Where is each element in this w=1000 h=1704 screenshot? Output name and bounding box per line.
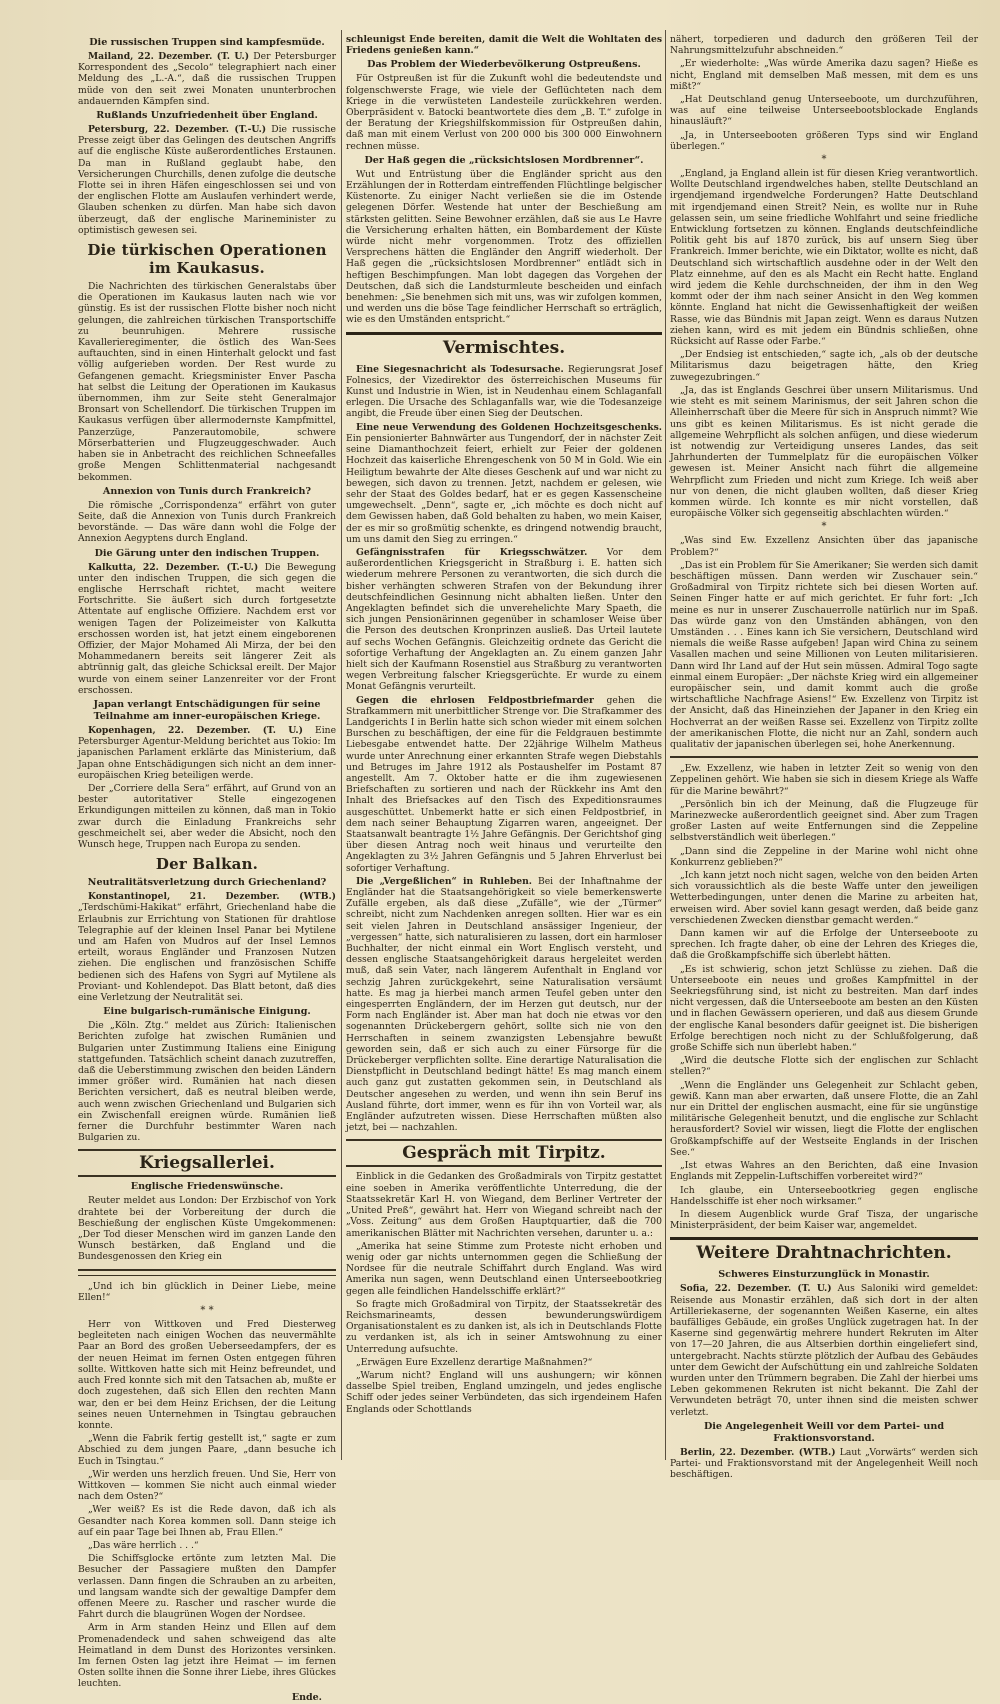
article-paragraph: Die Nachrichten des türkischen Generalstabs über die Operationen im Kaukasus lauten nach wie vor günstig. Es ist der russischen Flotte bisher noch nicht gelungen, die zahlreichen türkischen Transportschiffe zu beunruhigen. Mehrere russische Kavallerieregimenter, die östlich des Wan-Sees auftauchten, sind in einen Hinterhalt gelockt und fast völlig aufgerieben worden. Der Rest wurde zu Gefangenen gemacht. Kriegsminister Enver Pascha hat selbst die Leitung der Operationen im Kaukasus übernommen, ihm zur Seite steht Generalmajor Bronsart von Schellendorf. Die türkischen Truppen im Kaukasus verfügen über allermodernste Kampfmittel, Panzerzüge, Panzerautomobile, schwere Mörserbatterien und Flugzeuggeschwader. Auch haben sie in Anbetracht des reichlichen Schneefalles große Mengen Schlittenmaterial nachgesandt bekommen. [78,281,336,483]
article-paragraph: „Ew. Exzellenz, wie haben in letzter Zeit so wenig von den Zeppelinen gehört. Wie haben sie sich in diesem Kriege als Waffe für die Marine bewährt?“ [670,763,978,797]
headline: Die Angelegenheit Weill vor dem Partei- und Fraktionsvorstand. [703,1420,945,1444]
article-paragraph: Petersburg, 22. Dezember. (T.-U.) Die russische Presse zeigt über das Gelingen des deutschen Angriffs auf die englische Küste außerordentliches Erstaunen. Da man in Rußland geglaubt habe, den Versicherungen Churchills, denen zufolge die deutsche Flotte sei in ihren Häfen eingeschlossen sei und von der englischen Flotte am Auslaufen verhindert werde, Glauben schenken zu dürfen. Man habe sich davon überzeugt, daß der englische Marineminister zu optimistisch gewesen sei. [78,124,336,236]
article-paragraph: „Wird die deutsche Flotte sich der englischen zur Schlacht stellen?“ [670,1055,978,1078]
article-lead: Die „Vergeßlichen“ in Ruhleben. [356,875,532,887]
article-paragraph: „Ja, das ist Englands Geschrei über unsern Militarismus. Und wie steht es mit seinem Marinismus, der seit Jahren schon die Alleinherrschaft über die Meere für sich in Anspruch nimmt? Wie uns gibt es keinen Militarismus. Es ist nicht gerade die allgemeine Wehrpflicht als solchen anfügen, und diese wiederum ist notwendig zur Verteidigung unseres Landes, das seit Jahrhunderten der Tummelplatz für die europäischen Völker gewesen ist. Meiner Ansicht nach führt die allgemeine Wehrpflicht zum Frieden und nicht zum Kriege. Ich weiß aber nur von denen, die nicht glauben wollten, daß dieser Krieg kommen würde. Ich konnte es mir nicht vorstellen, daß europäische Völker sich gegenseitig abschlachten würden.“ [670,384,978,520]
article-paragraph: Eine Siegesnachricht als Todesursache. Regierungsrat Josef Folnesics, der Vizedirektor des österreichischen Museums für Kunst und Industrie in Wien, ist in Neudenhau einem Schlaganfall erlegen. Die Ursache des Schlaganfalls war, wie die Todesanzeige angibt, die Freude über einen Sieg der Deutschen. [346,363,663,420]
dateline: Petersburg, 22. Dezember. (T.-U.) [88,124,267,136]
dateline: Mailand, 22. Dezember. (T. U.) [88,51,250,62]
article-paragraph: „Wenn die Engländer uns Gelegenheit zur Schlacht geben, gewiß. Kann man aber erwarten, daß unsere Flotte, die an Zahl nur ein Drittel der englischen ausmacht, eine für sie ungünstige militärische Gelegenheit benutzt, und die englische zur Schlacht herausfordert? Soviel wir wissen, liegt die Flotte der englischen Großkampfschiffe auf der Westseite Englands in der Irischen See.“ [670,1079,978,1158]
headline: Japan verlangt Entschädigungen für seine Teilnahme am inner-europäischen Kriege. [93,698,321,722]
section-headline: Kriegsallerlei. [78,1149,336,1177]
article-paragraph: Sofia, 22. Dezember. (T. U.) Aus Saloniki wird gemeldet: Reisende aus Monastir erzählen, daß sich dort in der alten Artilleriekaserne, der sogenannten Weißen Kaserne, ein altes baufälliges Gebäude, ein großes Unglück zugetragen hat. In der Kaserne sind gegenwärtig mehrere hundert Rekruten im Alter von 17—20 Jahren, die aus Altserbien dorthin eingeliefert sind, untergebracht. Nachts stürzte plötzlich der Aufbau des Gebäudes unter dem Gewicht der Aufschüttung ein und zahlreiche Soldaten wurden unter den Trümmern begraben. Die Zahl der hierbei ums Leben gekommenen Rekruten ist nicht bekannt. Die Zahl der Verwundeten beträgt 70, unter ihnen sind die meisten schwer verletzt. [670,1283,979,1418]
column-rule [341,30,342,1460]
section-headline: Der Balkan. [155,855,259,874]
story-paragraph: „Wir werden uns herzlich freuen. Und Sie, Herr von Wittkoven — kommen Sie nicht auch einmal wieder nach dem Osten?“ [78,1468,336,1503]
article-paragraph: So fragte mich Großadmiral von Tirpitz, der Staatssekretär des Reichsmarineamts, dessen bewunderungswürdigem Organisationstalent es zu danken ist, als ich in Deutschlands Flotte zu verdanken ist, als ich in seiner Amtswohnung zu einer Unterredung aufsuchte. [346,1298,662,1355]
dateline: Sofia, 22. Dezember. (T. U.) [680,1283,832,1295]
headline: Annexion von Tunis durch Frankreich? [102,485,312,497]
column-middle [346,34,662,1462]
article-paragraph: Die „Vergeßlichen“ in Ruhleben. Bei der Inhaftnahme der Engländer hat die Staatsangehörigkeit so viele bemerkenswerte Zufälle ergeben, als daß diese „Zufälle“, wie der „Türmer“ schreibt, nicht zum Nachdenken anregen sollten. Hier war es ein seit vielen Jahren in Deutschland ansässiger Ingenieur, der „vergessen“ hatte, sich naturalisieren zu lassen, dort ein harmloser Buchhalter, der nicht einmal ein Wort Englisch versteht, und dessen englische Staatsangehörigkeit daraus hergeleitet werden muß, daß sein Vater, nach längerem Aufenthalt in England vor sechzig Jahren zurückgekehrt, seine Naturalisation versäumt hatte. Es mag ja hierbei manch armen Teufel geben unter den eingesperrten Engländern, der im Herzen gut deutsch, nur der Form nach Engländer ist. Aber man hat doch nie etwas vor den sogenannten Drückebergern gehört, sollte sich nie von den Herrschaften in seinem zwanzigsten Lebensjahre bewußt geworden sein, daß er sich auch zu einer Fürsorge für die Drückeberger verpflichten sollte. Eine derartige Naturalisation die Dienstpflicht in Deutschland bedingt hätte! Es mag manch einem auch ganz gut zustatten gekommen sein, in Deutschland als Deutscher angesehen zu werden, und wenn ihn sein Beruf ins Ausland führte, dort immer, wenn es für ihn von Vorteil war, als Engländer aufzutreten wissen. Diese Herrschaften müßten also jetzt, bei — nachzahlen. [346,875,663,1134]
article-paragraph: „Ist etwas Wahres an den Berichten, daß eine Invasion Englands mit Zeppelin-Luftschiffen vorbereitet wird?“ [670,1160,978,1183]
article-paragraph: „England, ja England allein ist für diesen Krieg verantwortlich. Wollte Deutschland irgendwelches haben, stellte Deutschland an irgendjemand irgendwelche Forderungen? Hatte Deutschland mit irgendjemand einen Streit? Nein, es wollte nur in Ruhe gelassen sein, um seine friedliche Wohlfahrt und seine friedliche Entwicklung fortsetzen zu können. Englands deutschfeindliche Politik geht bis auf 1870 zurück, bis auf unsern Sieg über Frankreich. Immer berichte, wie ein Diktator, wollte es nicht, daß Deutschland sich wirtschaftlich ausdehne oder in der Welt den Platz einnehme, auf den es als Macht ein Recht hatte. England wird jedem die Kehle durchschneiden, der ihm in den Weg kommt oder der ihm nach seiner Ansicht in den Weg kommen könnte. England hat nicht die Gewissenhaftigkeit der weißen Rasse, wie das Bündnis mit Japan zeigt. Wenn es daraus Nutzen ziehen kann, wird es mit jedem ein Bündnis schließen, ohne Rücksicht auf Rasse oder Farbe.“ [670,168,978,348]
article-paragraph: Einblick in die Gedanken des Großadmirals von Tirpitz gestattet eine soeben in Amerika veröffentlichte Unterredung, die der Staatssekretär Karl H. von Wiegand, dem Berliner Vertreter der „United Preß“, gewährt hat. Herr von Wiegand schreibt nach der „Voss. Zeitung“ aus dem Großen Hauptquartier, daß die 700 amerikanischen Blätter mit Nachrichten versehen, darunter u. a.: [346,1171,662,1239]
article-paragraph: Reuter meldet aus London: Der Erzbischof von York drahtete bei der Vorbereitung der durch die Beschießung der englischen Küste Umgekommenen: „Der Tod dieser Menschen wird im ganzen Lande den Wunsch bestärken, daß England und die Bundesgenossen den Krieg ein [78,1195,336,1263]
headline: Die Gärung unter den indischen Truppen. [94,547,320,559]
article-paragraph: In diesem Augenblick wurde Graf Tisza, der ungarische Ministerpräsident, der beim Kaiser war, angemeldet. [670,1208,978,1232]
article-paragraph: Die römische „Corrispondenza“ erfährt von guter Seite, daß die Annexion von Tunis durch Frankreich bevorstände. — Das wäre dann wohl die Folge der Annexion Aegyptens durch England. [78,499,336,545]
feuilleton-divider [78,1269,336,1276]
headline: Rußlands Unzufriedenheit über England. [96,110,318,122]
article-paragraph: „Der Endsieg ist entschieden,“ sagte ich, „als ob der deutsche Militarismus dazu beigetragen hätte, den Krieg zuwegezubringen.“ [670,349,978,383]
headline: Eine bulgarisch-rumänische Einigung. [103,1006,311,1018]
story-paragraph: „Und ich bin glücklich in Deiner Liebe, meine Ellen!“ [78,1280,336,1303]
article-paragraph: Eine neue Verwendung des Goldenen Hochzeitsgeschenks. Ein pensionierter Bahnwärter aus Tungendorf, der in nächster Zeit seine Diamanthochzeit feiert, erhielt zur Feier der goldenen Hochzeit das kaiserliche Ehrengeschenk von 50 M in Gold. Wie ein Heiligtum bewahrte der Alte dieses Geschenk auf und war nicht zu bewegen, sich davon zu trennen. Jetzt, nachdem er gelesen, wie sehr der Staat des Goldes bedarf, hat er es gegen Kassenscheine umgewechselt. „Denn“, sagte er, „ich möchte es doch nicht auf dem Gewissen haben, daß Gold behalten zu haben, wo mein Kaiser, der es mir so großmütig schenkte, es dringend notwendig braucht, um uns damit den Sieg zu erringen.“ [346,421,662,545]
article-lead: Gegen die ehrlosen Feldpostbriefmarder [356,694,594,706]
story-paragraph: Herr von Wittkoven und Fred Diesterweg begleiteten nach einigen Wochen das neuvermählte Paar an Bord des großen Ueberseedampfers, der es der neuen Heimat im fernen Osten entgegen führen sollte. Wittkoven hatte sich mit Heinz befreundet, und auch Fred konnte sich mit den Tatsachen ab, mußte er doch zugestehen, daß sich Ellen den rechten Mann war, den er bei dem Heinz Erichsen, der die Leitung seines neuen Unternehmen in Tsingtau gebrauchen konnte. [78,1319,336,1431]
headline: Neutralitätsverletzung durch Griechenland? [87,877,327,889]
article-paragraph: „Es ist schwierig, schon jetzt Schlüsse zu ziehen. Daß die Unterseeboote ein neues und großes Kampfmittel in der Seekriegsführung sind, ist nicht zu bestreiten. Man darf indes nicht vergessen, daß die Unterseeboote am besten an den Küsten und in flachen Gewässern operieren, und daß aus diesem Grunde der englische Kanal besonders dafür geeignet ist. Die bisherigen Erfolge berechtigen noch nicht zu der Schlußfolgerung, daß große Schiffe sich nun überlebt haben.“ [670,963,978,1054]
article-paragraph: „Was sind Ew. Exzellenz Ansichten über das japanische Problem?“ [670,535,978,558]
article-paragraph: Kalkutta, 22. Dezember. (T.-U.) Die Bewegung unter den indischen Truppen, die sich gegen die englische Herrschaft richtet, macht weitere Fortschritte. Sie äußert sich durch fortgesetzte Attentate auf englische Offiziere. Nachdem erst vor wenigen Tagen der Polizeimeister von Kalkutta erschossen worden ist, hat jetzt einem eingeborenen Offizier, der Major Mohamed Ali Mirza, der bei den Mohammedanern bereits seit längerer Zeit als abtrünnig galt, das gleiche Schicksal ereilt. Der Major wurde von einem seiner Lanzenreiter vor der Front erschossen. [78,561,337,696]
headline: Der Haß gegen die „rücksichtslosen Mordbrenner“. [364,154,644,166]
article-paragraph: Dann kamen wir auf die Erfolge der Unterseeboote zu sprechen. Ich fragte daher, ob eine der Lehren des Krieges die, daß die Großkampfschiffe sich überlebt hätten. [670,928,978,962]
headline: Schweres Einsturzunglück in Monastir. [718,1269,930,1281]
section-headline: Gespräch mit Tirpitz. [346,1139,662,1167]
article-paragraph: Berlin, 22. Dezember. (WTB.) Laut „Vorwärts“ werden sich Partei- und Fraktionsvorstand mit der Angelegenheit Weill noch beschäftigen. [670,1446,979,1481]
story-paragraph: Arm in Arm standen Heinz und Ellen auf dem Promenadendeck und sahen schweigend das alte Heimatland in dem Dunst des Horizontes versinken. Im fernen Osten lag jetzt ihre Heimat — im fernen Osten sollte ihnen die Sonne ihrer Liebe, ihres Glückes leuchten. [78,1622,336,1690]
story-paragraph: „Wenn die Fabrik fertig gestellt ist,“ sagte er zum Abschied zu dem jungen Paare, „dann besuche ich Euch in Tsingtau.“ [78,1433,336,1467]
article-paragraph: Die „Köln. Ztg.“ meldet aus Zürich: Italienischen Berichten zufolge hat zwischen Rumänien und Bulgarien unter Zustimmung Italiens eine Einigung stattgefunden. Tatsächlich scheint danach zuzutreffen, daß die Ueberstimmung zwischen den beiden Ländern immer größer wird. Rumänien hat nach diesen Berichten versichert, daß es neutral bleiben werde, auch wenn zwischen Griechenland und Bulgarien sich ein Zwischenfall ereignen würde. Rumänien ließ ferner die Durchfuhr bestimmter Waren nach Bulgarien zu. [78,1020,336,1144]
story-paragraph: „Wer weiß? Es ist die Rede davon, daß ich als Gesandter nach Korea kommen soll. Dann steige ich auf ein paar Tage bei Ihnen ab, Frau Ellen.“ [78,1504,336,1538]
column-left [78,34,337,1703]
story-paragraph: „Das wäre herrlich . . .“ [88,1539,199,1551]
story-paragraph: Die Schiffsglocke ertönte zum letzten Mal. Die Besucher der Passagiere mußten den Dampfer verlassen. Dann fingen die Schrauben an zu arbeiten, und langsam wandte sich der gewaltige Dampfer dem offenen Meere zu. Rascher und rascher wurde die Fahrt durch die blaugrünen Wogen der Nordsee. [78,1553,336,1621]
article-paragraph: „Persönlich bin ich der Meinung, daß die Flugzeuge für Marinezwecke außerordentlich geeignet sind. Aber zum Tragen großer Lasten auf weite Entfernungen sind die Zeppeline selbstverständlich weit überlegen.“ [670,798,978,844]
section-asterisk: * [821,521,827,533]
article-lead: Eine Siegesnachricht als Todesursache. [356,363,564,375]
article-paragraph: Konstantinopel, 21. Dezember. (WTB.) „Terdschümi-Hakikat“ erfährt, Griechenland habe die Erlaubnis zur Errichtung von Stationen für drahtlose Telegraphie auf der kleinen Insel Panar bei Mytilene und am Hafen von Mudros auf der Insel Lemnos erteilt, woraus Engländer und Franzosen Nutzen ziehen. Die englischen und französischen Schiffe bedienen sich des Hafens von Sygri auf Mytilene als Proviant- und Kohlendepot. Das Blatt betont, daß dies eine Verletzung der Neutralität sei. [78,891,336,1004]
article-paragraph: Gegen die ehrlosen Feldpostbriefmarder gehen die Strafkammern mit unerbittlicher Strenge vor. Die Strafkammer des Landgerichts I in Berlin hatte sich schon wieder mit einem solchen Burschen zu beschäftigen, der eine für die Feldgrauen bestimmte Liebesgabe entwendet hatte. Der 22jährige Wilhelm Matheus wurde unter Anrechnung einer erkannten Strafe wegen Diebstahls und Betruges im Jahre 1912 als Postaushelfer im Postamt 87 angestellt. Am 7. Oktober hatte er die ihm zugewiesenen Briefschaften zu sortieren und nach der Rückkehr ins Amt den Inhalt des Briefsackes auf den Tisch des Expeditionsraumes ausgeschüttet. Unbemerkt hatte er sich einen Feldpostbrief, in dem nach seiner Behauptung Zigarren waren, angeeignet. Der Staatsanwalt beantragte 1½ Jahre Gefängnis. Der Gerichtshof ging über diesen Antrag noch weit hinaus und verurteilte den Angeklagten zu 3½ Jahren Gefängnis und 5 Jahren Ehrverlust bei sofortiger Verhaftung. [346,694,663,874]
dateline: Konstantinopel, 21. Dezember. (WTB.) [88,891,336,903]
article-paragraph: „Warum nicht? England will uns aushungern; wir können dasselbe Spiel treiben, England umzingeln, und jedes englische Schiff oder jedes seiner Verbündeten, das sich irgendeinem Hafen Englands oder Schottlands [346,1369,662,1415]
article-paragraph: Ich glaube, ein Unterseebootkrieg gegen englische Handelsschiffe ist eher noch wirksamer.“ [670,1184,978,1207]
article-paragraph: schleunigst Ende bereiten, damit die Welt die Wohltaten des Friedens genießen kann.“ [346,34,662,57]
column-rule [665,30,666,1460]
article-paragraph: Wut und Entrüstung über die Engländer spricht aus den Erzählungen der in Rotterdam eintreffenden Flüchtlinge belgischer Küstenorte. Zu einiger Nacht verließen sie die im Ostende gelegenen Dörfer. Westende hat unter der Beschießung am stärksten gelitten. Seine Bewohner erzählen, daß sie aus Le Havre die Versicherung erhalten hätten, ein Bombardement der Küste würde nicht mehr vorgenommen. Trotz des offiziellen Versprechens hätten die Engländer den Angriff wiederholt. Der Haß gegen die „rücksichtslosen Mordbrenner“ entlädt sich in heftigen Beschimpfungen. Man lobt dagegen das Vorgehen der Deutschen, daß sich die Landsturmleute bescheiden und einfach benehmen: „Sie benehmen sich mit uns, was wir zufolgen kommen, und werden uns die böse Tage feindlicher Herrschaft so erträglich, wie es den Umständen entspricht.“ [346,168,662,326]
headline: Englische Friedenswünsche. [130,1181,284,1193]
article-paragraph: „Ich kann jetzt noch nicht sagen, welche von den beiden Arten sich voraussichtlich als die beste Waffe unter den jeweiligen Wetterbedingungen, unter denen die Marine zu arbeiten hat, erweisen wird. Aber soviel kann gesagt werden, daß beide ganz verschiedenen Zwecken dienstbar gemacht werden.“ [670,870,978,926]
article-paragraph: „Das ist ein Problem für Sie Amerikaner; Sie werden sich damit beschäftigen müssen. Dann werden wir Zuschauer sein.“ Großadmiral von Tirpitz richtete sich bei diesen Worten auf. Seinen Finger hatte er auf mich gerichtet. Er fuhr fort: „Ich meine es nur in unserer Zuschauerrolle natürlich nur im Spaß. Das würde ganz von den Umständen abhängen, von den Umständen . . . Eines kann ich Sie versichern, Deutschland wird niemals die weiße Rasse aufgeben! Japan wird China zu seinem Vasallen machen und seine Millionen von Leuten militarisieren. Dann wird Ihr Land auf der Hut sein müssen. Admiral Togo sagte einmal einem Europäer: „Der nächste Krieg wird ein allgemeiner europäischer sein, und damit kommt auch die große wirtschaftliche Nachfrage Asiens!“ Ew. Exzellenz von Tirpitz ist der Ansicht, daß das Hineinziehen der Japaner in den Krieg ein Hochverrat an der weißen Rasse sei. Exzellenz von Tirpitz zollte der amerikanischen Flotte, die nicht nur an Zahl, sondern auch qualitativ der japanischen überlegen sei, hohe Anerkennung. [670,559,978,750]
article-paragraph: nähert, torpedieren und dadurch den größeren Teil der Nahrungsmittelzufuhr abschneiden.“ [670,34,978,57]
divider [670,756,978,758]
article-paragraph: Gefängnisstrafen für Kriegsschwätzer. Vor dem außerordentlichen Kriegsgericht in Straßburg i. E. hatten sich wiederum mehrere Personen zu verantworten, die sich durch die bisher verhängten schweren Strafen von der Bekundung ihrer deutschfeindlichen Gesinnung nicht abhalten ließen. Unter den Angeklagten befindet sich die unverehelichte Mary Spaeth, die sich jungen Pensionärinnen gegenüber in schamloser Weise über die Person des deutschen Kronprinzen ausließ. Das Urteil lautete auf sechs Wochen Gefängnis. Gleichzeitig ordnete das Gericht die sofortige Verhaftung der Angeklagten an. Zu einem ganzen Jahr hielt sich der Kaufmann Rosenstiel aus Straßburg zu verantworten wegen Verbreitung falscher Kriegsgerüchte. Er wurde zu einem Monat Gefängnis verurteilt. [346,546,663,693]
article-paragraph: „Amerika hat seine Stimme zum Proteste nicht erhoben und wenig oder gar nichts unternommen gegen die Schließung der Nordsee für die neutrale Schiffahrt durch England. Was wird Amerika nun sagen, wenn Deutschland einen Unterseebootkrieg gegen alle feindlichen Handelsschiffe erklärt?“ [346,1240,662,1297]
article-paragraph: „Ja, in Unterseebooten größeren Typs sind wir England überlegen.“ [670,129,978,152]
article-lead: Gefängnisstrafen für Kriegsschwätzer. [356,546,588,558]
article-lead: Eine neue Verwendung des Goldenen Hochzeitsgeschenks. [356,421,662,433]
section-headline: Weitere Drahtnachrichten. [670,1237,978,1264]
story-end: Ende. [291,1691,322,1703]
section-headline: Vermischtes. [346,332,662,359]
section-headline: Die türkischen Operationen im Kaukasus. [87,241,327,278]
section-asterisks: * * [200,1305,214,1317]
dateline: Kalkutta, 22. Dezember. (T.-U.) [88,561,259,573]
article-paragraph: „Hat Deutschland genug Unterseeboote, um durchzuführen, was auf eine teilweise Unterseebootsblockade Englands hinausläuft?“ [670,94,978,128]
article-paragraph: „Er wiederholte: „Was würde Amerika dazu sagen? Hieße es nicht, England mit demselben Maß messen, mit dem es uns mißt?“ [670,58,978,92]
column-right [670,34,979,1481]
headline: Die russischen Truppen sind kampfesmüde. [89,37,325,48]
article-paragraph: Mailand, 22. Dezember. (T. U.) Der Petersburger Korrespondent des „Secolo“ telegraphiert nach einer Meldung des „L.-A.“, daß die russischen Truppen müde von den seit zwei Monaten ununterbrochen andauernden Kämpfen sind. [78,51,336,107]
article-paragraph: Für Ostpreußen ist für die Zukunft wohl die bedeutendste und folgenschwerste Frage, wie viele der Geflüchteten nach dem Kriege in die verwüsteten Landesteile zurückkehren werden. Oberpräsident v. Batocki beantwortete dies dem „B. T.“ zufolge in der Beratung der Kriegshilfskommission für Ostpreußen dahin, daß man mit einem Verlust von 200 000 bis 300 000 Einwohnern rechnen müsse. [346,73,662,152]
article-paragraph: Der „Corriere della Sera“ erfährt, auf Grund von an bester autoritativer Stelle eingezogenen Erkundigungen mitteilen zu können, daß man in Tokio zwar durch die Einladung Frankreichs sehr geschmeichelt sei, aber weder die Absicht, noch den Wunsch hege, Truppen nach Europa zu senden. [78,782,336,850]
dateline: Kopenhagen, 22. Dezember. (T. U.) [88,724,303,736]
article-paragraph: „Erwägen Eure Exzellenz derartige Maßnahmen?“ [356,1356,593,1368]
headline: Das Problem der Wiederbevölkerung Ostpreußens. [367,59,641,71]
article-paragraph: Kopenhagen, 22. Dezember. (T. U.) Eine Petersburger Agentur-Meldung berichtet aus Tokio: Im japanischen Parlament erklärte das Ministerium, daß Japan ohne Entschädigungen sich nicht an dem inner-europäischen Krieg beteiligen werde. [78,724,337,781]
article-paragraph: „Dann sind die Zeppeline in der Marine wohl nicht ohne Konkurrenz geblieben?“ [670,845,978,868]
section-asterisk: * [821,154,827,166]
dateline: Berlin, 22. Dezember. (WTB.) [680,1446,836,1458]
